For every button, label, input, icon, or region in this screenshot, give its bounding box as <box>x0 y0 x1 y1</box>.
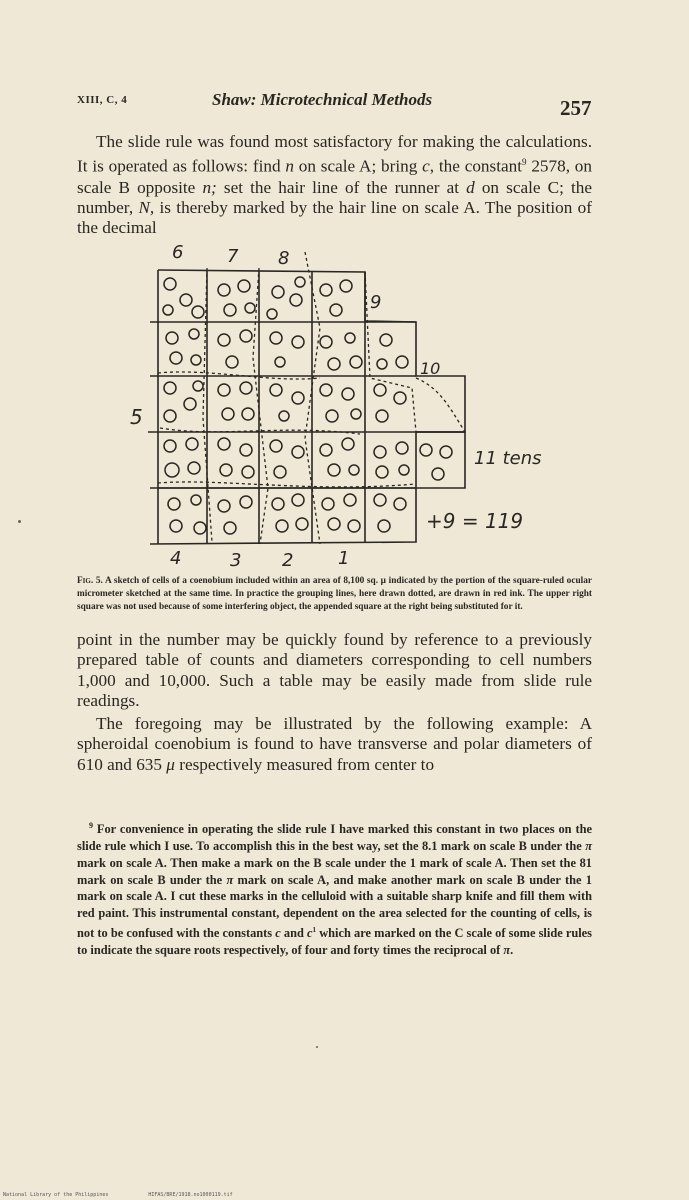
label-top-7: 7 <box>227 246 239 267</box>
sketch-drawing <box>120 238 570 570</box>
page-speck <box>18 520 21 523</box>
footer-id: HIFAS/BRE/1918.no1000119.tif <box>148 1192 233 1198</box>
unit-mu: μ <box>166 754 175 774</box>
figure-coenobium-sketch <box>120 238 570 570</box>
text-run: on scale C; the number, <box>77 177 592 217</box>
symbol-pi: π <box>503 942 511 957</box>
page-speck <box>316 1046 318 1048</box>
label-sum: +9 = 119 <box>426 509 524 533</box>
label-top-8: 8 <box>278 248 290 269</box>
variable-d: d <box>466 177 475 197</box>
text-run: which are marked on the C scale of some slide rules to indicate the square roots respectively, of four and forty times the reciprocal of <box>77 926 593 957</box>
paragraph-decimal: point in the number may be quickly found by reference to a previously prepared table of counts and diameters corresponding to cell numbers 1,000 and 10,000. Such a table may be easily made from slide rule readings. <box>77 630 592 711</box>
running-head-section: XIII, C, 4 <box>77 94 128 106</box>
variable-N: N, <box>138 197 155 217</box>
page-number: 257 <box>560 96 592 120</box>
label-top-6: 6 <box>172 242 184 263</box>
text-run: is thereby marked by the hair line on scale A. The position of the decimal <box>77 197 592 238</box>
text-run: mark on scale A. Then make a mark on the B scale under the 1 mark of scale A. Then set the 81 mark on scale B under the <box>77 855 592 887</box>
label-bottom-1: 1 <box>338 548 350 569</box>
text-run: , the constant <box>429 157 522 177</box>
label-right-9: 9 <box>370 292 382 313</box>
label-right-10: 10 <box>420 359 441 378</box>
text-run: The foregoing may be illustrated by the following example: A spheroidal coenobium is found to have transverse and polar diameters of 610 and 635 <box>77 714 592 774</box>
label-bottom-4: 4 <box>170 548 182 569</box>
text-run: The slide rule was found most satisfactory for making the calculations. It is operated as follows: find <box>77 132 592 177</box>
scan-footer <box>3 1192 273 1198</box>
variable-n: n; <box>202 177 217 197</box>
running-head-title: Shaw: Microtechnical Methods <box>212 90 433 109</box>
footer-library: National Library of the Philippines <box>3 1192 109 1198</box>
superscript: 1 <box>312 925 317 934</box>
variable-c1: c <box>307 926 313 941</box>
label-bottom-2: 2 <box>282 550 294 570</box>
paragraph-slide-rule <box>77 132 592 239</box>
symbol-pi: π <box>585 838 592 853</box>
footnote <box>77 818 592 959</box>
variable-c: c <box>275 926 281 941</box>
variable-n: n <box>285 157 294 177</box>
footnote-ref: 9 <box>522 157 527 168</box>
figure-label: Fig. 5. <box>77 576 103 586</box>
label-tens: 11 tens <box>474 448 542 469</box>
text-run: set the hair line of the runner at <box>216 177 467 197</box>
label-left-5: 5 <box>130 405 143 429</box>
caption-text: A sketch of cells of a coenobium included within an area of 8,100 sq. μ indicated by the portion of the square-ruled ocular micrometer sketched at the same time. In practice the grouping lines, here drawn dotted, are drawn in red ink. The upper right square was not used because of some interfering object, the appended square at the right being substituted for it. <box>77 576 592 612</box>
variable-c: c <box>422 157 430 177</box>
symbol-pi: π <box>226 872 234 887</box>
figure-caption <box>77 575 592 614</box>
text-run: on scale A; bring <box>293 157 423 177</box>
text-run: mark on scale A, and make another mark on scale B under the 1 mark on scale A. I cut these marks in the celluloid with a suitable sharp knife and fill them with red paint. This instrumental constant, dependent on the area selected for the counting of cells, is not to be confused with the constants <box>77 872 592 941</box>
text-run: respectively measured from center to <box>174 754 435 774</box>
paragraph-example <box>77 714 592 775</box>
label-bottom-3: 3 <box>230 550 242 570</box>
footnote-marker: 9 <box>89 821 93 830</box>
text-run: . <box>510 942 514 957</box>
text-run: 2578, on scale B opposite <box>77 157 592 197</box>
text-run: For convenience in operating the slide rule I have marked this constant in two places on the slide rule which I use. To accomplish this in the best way, set the 8.1 mark on scale B under the <box>77 822 592 853</box>
text-run: and <box>280 926 308 941</box>
